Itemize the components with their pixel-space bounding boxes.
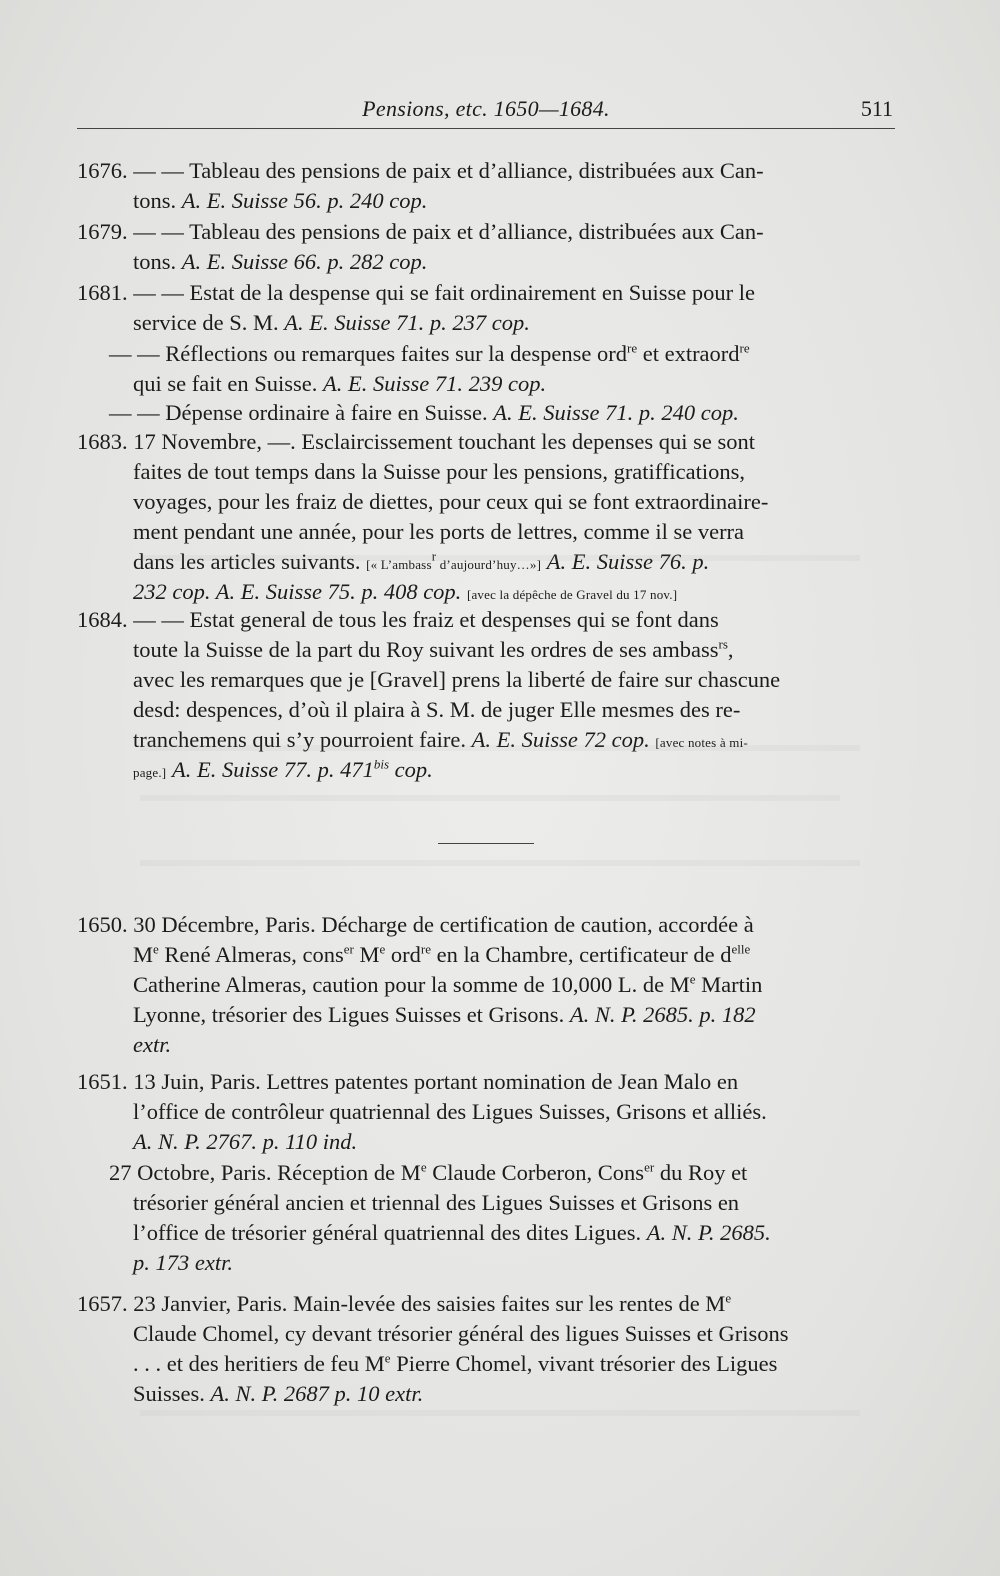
text-line: 1684. — — Estat general de tous les fraiz et despenses qui se font dans	[77, 607, 719, 632]
entry-1681	[77, 278, 895, 338]
text-line: — — Réflections ou remarques faites sur la despense ord$^{re}$ et extraord$^{re}$	[109, 340, 750, 366]
citation: A. N. P. 2767. p. 110 ind.	[133, 1129, 358, 1154]
text-line: voyages, pour les fraiz de diettes, pour ceux qui se font extraordinaire-	[133, 489, 769, 514]
text-line: faites de tout temps dans la Suisse pour les pensions, gratiffications,	[133, 459, 745, 484]
superscript: re	[626, 340, 638, 356]
bleed-line	[140, 795, 840, 801]
entry-1650	[77, 910, 895, 1060]
citation: A. N. P. 2685. p. 182	[569, 1002, 756, 1027]
superscript: e	[420, 1159, 427, 1175]
entry-1679	[77, 217, 895, 277]
citation: A. E. Suisse 76. p.	[546, 549, 710, 574]
citation: A. E. Suisse 77. p. 471	[171, 757, 374, 782]
text-line: toute la Suisse de la part du Roy suivant les ordres de ses ambass$^{rs}$,	[133, 636, 734, 662]
superscript: e	[379, 941, 386, 957]
superscript: re	[420, 941, 432, 957]
superscript: e	[725, 1290, 732, 1306]
text-line: Claude Chomel, cy devant trésorier général des ligues Suisses et Grisons	[133, 1321, 789, 1346]
superscript: e	[689, 971, 696, 987]
bleed-line	[140, 1410, 860, 1416]
text-line: 27 Octobre, Paris. Réception de Me Claude Corberon, Cons$^{er}$ du Roy et	[109, 1159, 748, 1185]
superscript: e	[153, 941, 159, 957]
text-line	[77, 1248, 895, 1278]
text-line: dans les articles suivants. [« L’ambass$^r$ d’aujourd’huy…»] A. E. Suisse 76. p.	[133, 548, 710, 574]
superscript: bis	[373, 756, 389, 772]
superscript: e	[384, 1350, 391, 1366]
text-line: 1651. 13 Juin, Paris. Lettres patentes portant nomination de Jean Malo en	[77, 1069, 739, 1094]
citation: 232 cop. A. E. Suisse 75. p. 408 cop.	[133, 579, 462, 604]
citation: A. E. Suisse 71. p. 237 cop.	[284, 310, 530, 335]
text-line: l’office de trésorier général quatriennal des dites Ligues. A. N. P. 2685.	[133, 1220, 771, 1245]
superscript: rs	[718, 636, 728, 652]
text-line: tranchemens qui s’y pourroient faire. A. E. Suisse 72 cop. [avec notes à mi-	[133, 727, 748, 752]
text-line: ment pendant une année, pour les ports de lettres, comme il se verra	[133, 519, 745, 544]
entry-1676	[77, 156, 895, 216]
text-line: Suisses. A. N. P. 2687 p. 10 extr.	[133, 1381, 424, 1406]
citation: A. E. Suisse 72 cop.	[471, 727, 650, 752]
text-line: 1679. — — Tableau des pensions de paix et d’alliance, distribuées aux Can-	[77, 219, 764, 244]
text-line: 1650. 30 Décembre, Paris. Décharge de certification de caution, accordée à	[77, 912, 754, 937]
text-line: tons. A. E. Suisse 56. p. 240 cop.	[133, 188, 428, 213]
text-line: — — Dépense ordinaire à faire en Suisse. A. E. Suisse 71. p. 240 cop.	[109, 400, 739, 425]
text-line: Catherine Almeras, caution pour la somme de 10,000 L. de Me Martin	[133, 971, 763, 997]
text-line: trésorier général ancien et triennal des Ligues Suisses et Grisons en	[133, 1190, 740, 1215]
text-line: service de S. M. A. E. Suisse 71. p. 237 cop.	[133, 310, 530, 335]
editorial-note: [avec notes à mi-	[655, 735, 748, 750]
editorial-note: d’aujourd’huy…»]	[436, 557, 542, 572]
citation: p. 173 extr.	[133, 1250, 233, 1275]
text-line: 1683. 17 Novembre, —. Esclaircissement touchant les depenses qui se sont	[77, 429, 755, 454]
text-line	[77, 1127, 895, 1157]
citation: A. N. P. 2685.	[646, 1220, 771, 1245]
editorial-note: [« L’ambass	[366, 557, 432, 572]
text-line	[77, 577, 895, 607]
citation: A. E. Suisse 66. p. 282 cop.	[181, 249, 428, 274]
superscript: re	[739, 340, 750, 356]
superscript: r	[431, 548, 437, 564]
text-line: 1676. — — Tableau des pensions de paix et d’alliance, distribuées aux Can-	[77, 158, 764, 183]
editorial-note: page.]	[133, 765, 167, 780]
entry-1684	[77, 605, 895, 785]
superscript: er	[343, 941, 354, 957]
text-line: Me René Almeras, cons$^{er}$ Me ord$^{re}$ en la Chambre, certificateur de $d^{elle}$	[133, 941, 751, 967]
citation: A. E. Suisse 71. p. 240 cop.	[493, 400, 739, 425]
text-line: avec les remarques que je [Gravel] prens la liberté de faire sur chascune	[133, 667, 781, 692]
page-number: 511	[860, 96, 893, 121]
entry-1681-depense	[77, 398, 895, 428]
citation: extr.	[133, 1032, 172, 1057]
editorial-note: [avec la dépêche de Gravel du 17 nov.]	[466, 587, 678, 602]
citation: A. N. P. 2687 p. 10 extr.	[210, 1381, 424, 1406]
text-line: desd: despences, d’où il plaira à S. M. de juger Elle mesmes des re-	[133, 697, 741, 722]
citation: A. E. Suisse 71. 239 cop.	[322, 371, 547, 396]
citation: cop.	[394, 757, 433, 782]
superscript: er	[644, 1159, 655, 1175]
text-line: . . . et des heritiers de feu Me Pierre Chomel, vivant trésorier des Ligues	[133, 1350, 778, 1376]
entry-1683	[77, 427, 895, 607]
entry-1657	[77, 1289, 895, 1409]
superscript: elle	[731, 941, 751, 957]
text-line: 1681. — — Estat de la despense qui se fait ordinairement en Suisse pour le	[77, 280, 755, 305]
text-line: 1657. 23 Janvier, Paris. Main-levée des saisies faites sur les rentes de Me	[77, 1290, 732, 1316]
bleed-line	[140, 860, 860, 866]
section-separator	[438, 843, 534, 844]
entry-1651-corberon	[77, 1158, 895, 1278]
page-header	[77, 92, 895, 129]
text-line	[77, 755, 895, 785]
entry-1681-reflections	[77, 339, 895, 399]
citation: A. E. Suisse 56. p. 240 cop.	[181, 188, 428, 213]
text-line	[77, 1030, 895, 1060]
text-line: tons. A. E. Suisse 66. p. 282 cop.	[133, 249, 428, 274]
running-title: Pensions, etc. 1650—1684.	[362, 96, 610, 121]
text-line: Lyonne, trésorier des Ligues Suisses et Grisons. A. N. P. 2685. p. 182	[133, 1002, 756, 1027]
text-line: l’office de contrôleur quatriennal des Ligues Suisses, Grisons et alliés.	[133, 1099, 767, 1124]
entry-1651	[77, 1067, 895, 1157]
text-line: qui se fait en Suisse. A. E. Suisse 71. 239 cop.	[133, 371, 547, 396]
